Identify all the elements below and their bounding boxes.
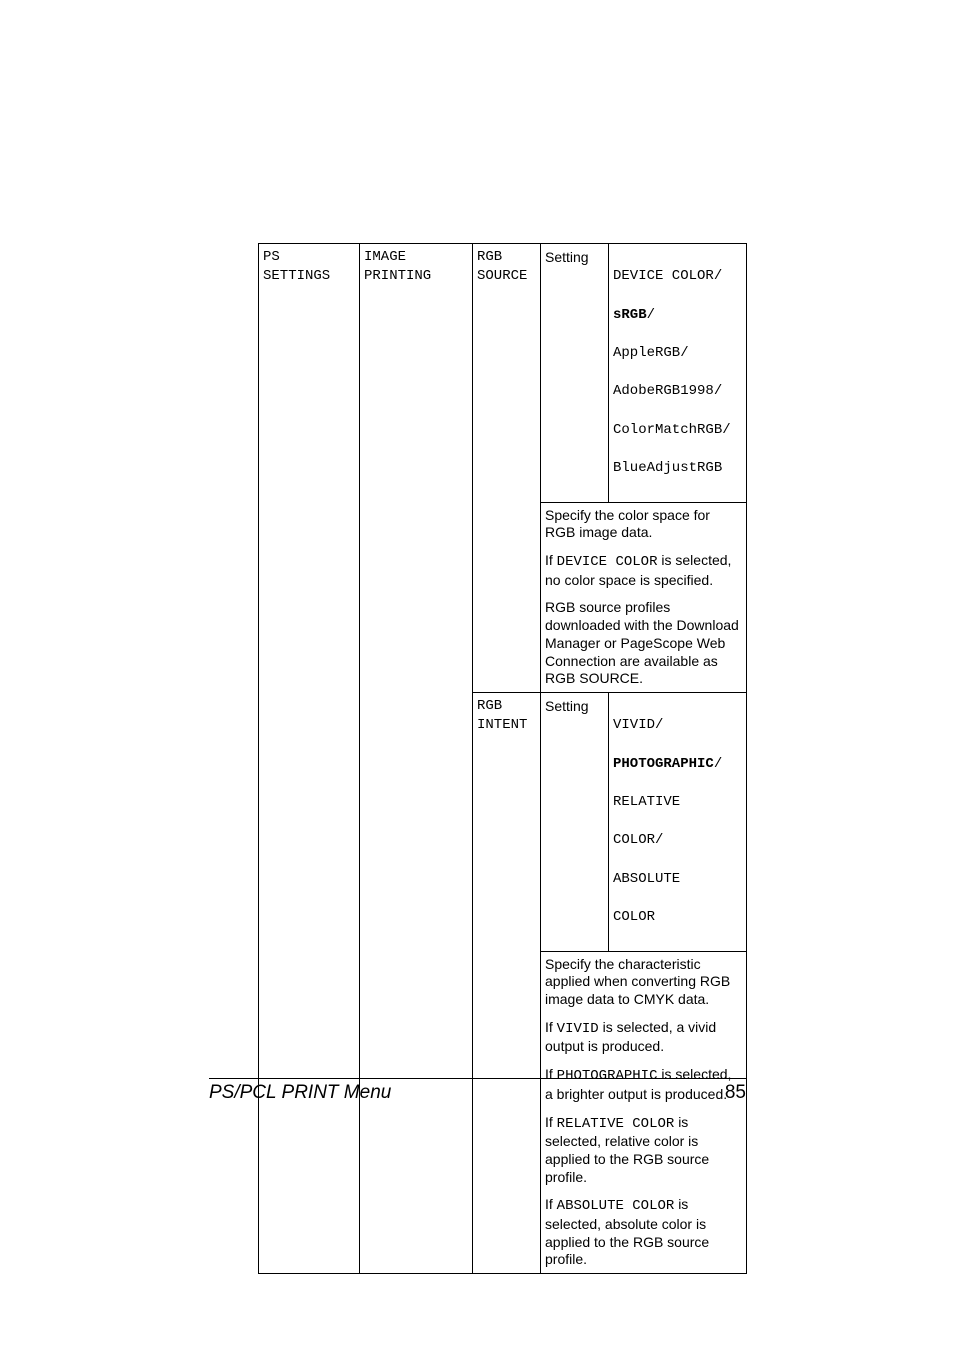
option-default — [613, 306, 746, 325]
desc-paragraph: If PHOTOGRAPHIC is selected, a brighter output is produced. — [545, 1066, 732, 1102]
inline-code: RELATIVE COLOR — [556, 1115, 675, 1132]
desc-paragraph: If RELATIVE COLOR is selected, relative color is applied to the RGB source profile. — [545, 1113, 710, 1185]
rgb-source-description — [541, 502, 747, 692]
inline-code: VIVID — [556, 1020, 599, 1037]
option: ColorMatchRGB/ — [613, 421, 731, 438]
desc-paragraph: If VIVID is selected, a vivid output is produced. — [545, 1018, 717, 1055]
setting-label: Setting — [541, 692, 609, 951]
rgb-intent-description — [541, 951, 747, 1274]
option: COLOR/ — [613, 832, 664, 849]
menu-level-2: IMAGE PRINTING — [360, 244, 473, 1274]
rgb-source-item-name: RGB SOURCE — [473, 244, 541, 693]
desc-paragraph: RGB source profiles downloaded with the Download Manager or PageScope Web Connection are available as RGB SOURCE. — [545, 599, 739, 687]
desc-paragraph: If DEVICE COLOR is selected, no color space is specified. — [545, 552, 732, 588]
rgb-source-options — [609, 244, 747, 503]
footer-divider — [209, 1078, 746, 1079]
option: RELATIVE — [613, 793, 681, 810]
option-separator: / — [646, 306, 656, 323]
rgb-source-setting-row — [259, 244, 747, 503]
option: BlueAdjustRGB — [613, 460, 723, 477]
desc-paragraph: Specify the color space for RGB image data. — [545, 506, 710, 541]
option: DEVICE COLOR/ — [613, 268, 723, 285]
option-default — [613, 755, 746, 774]
setting-label: Setting — [541, 244, 609, 503]
inline-code: ABSOLUTE COLOR — [556, 1198, 675, 1215]
footer-title: PS/PCL PRINT Menu — [209, 1082, 392, 1103]
option: AdobeRGB1998/ — [613, 383, 723, 400]
default-option-value: sRGB — [613, 306, 647, 323]
option: ABSOLUTE — [613, 870, 681, 887]
page-number: 85 — [724, 1082, 746, 1103]
rgb-intent-item-name: RGB INTENT — [473, 692, 541, 1273]
option: VIVID/ — [613, 717, 664, 734]
option-separator: / — [713, 755, 723, 772]
menu-level-1: PS SETTINGS — [259, 244, 360, 1274]
option: AppleRGB/ — [613, 345, 689, 362]
desc-paragraph: Specify the characteristic applied when converting RGB image data to CMYK data. — [545, 955, 731, 1008]
option: COLOR — [613, 909, 656, 926]
desc-paragraph: If ABSOLUTE COLOR is selected, absolute color is applied to the RGB source profile. — [545, 1196, 710, 1268]
inline-code: DEVICE COLOR — [556, 554, 658, 571]
rgb-intent-options — [609, 692, 747, 951]
inline-code: PHOTOGRAPHIC — [556, 1068, 658, 1085]
default-option-value: PHOTOGRAPHIC — [613, 755, 714, 772]
menu-settings-table — [258, 243, 747, 1274]
